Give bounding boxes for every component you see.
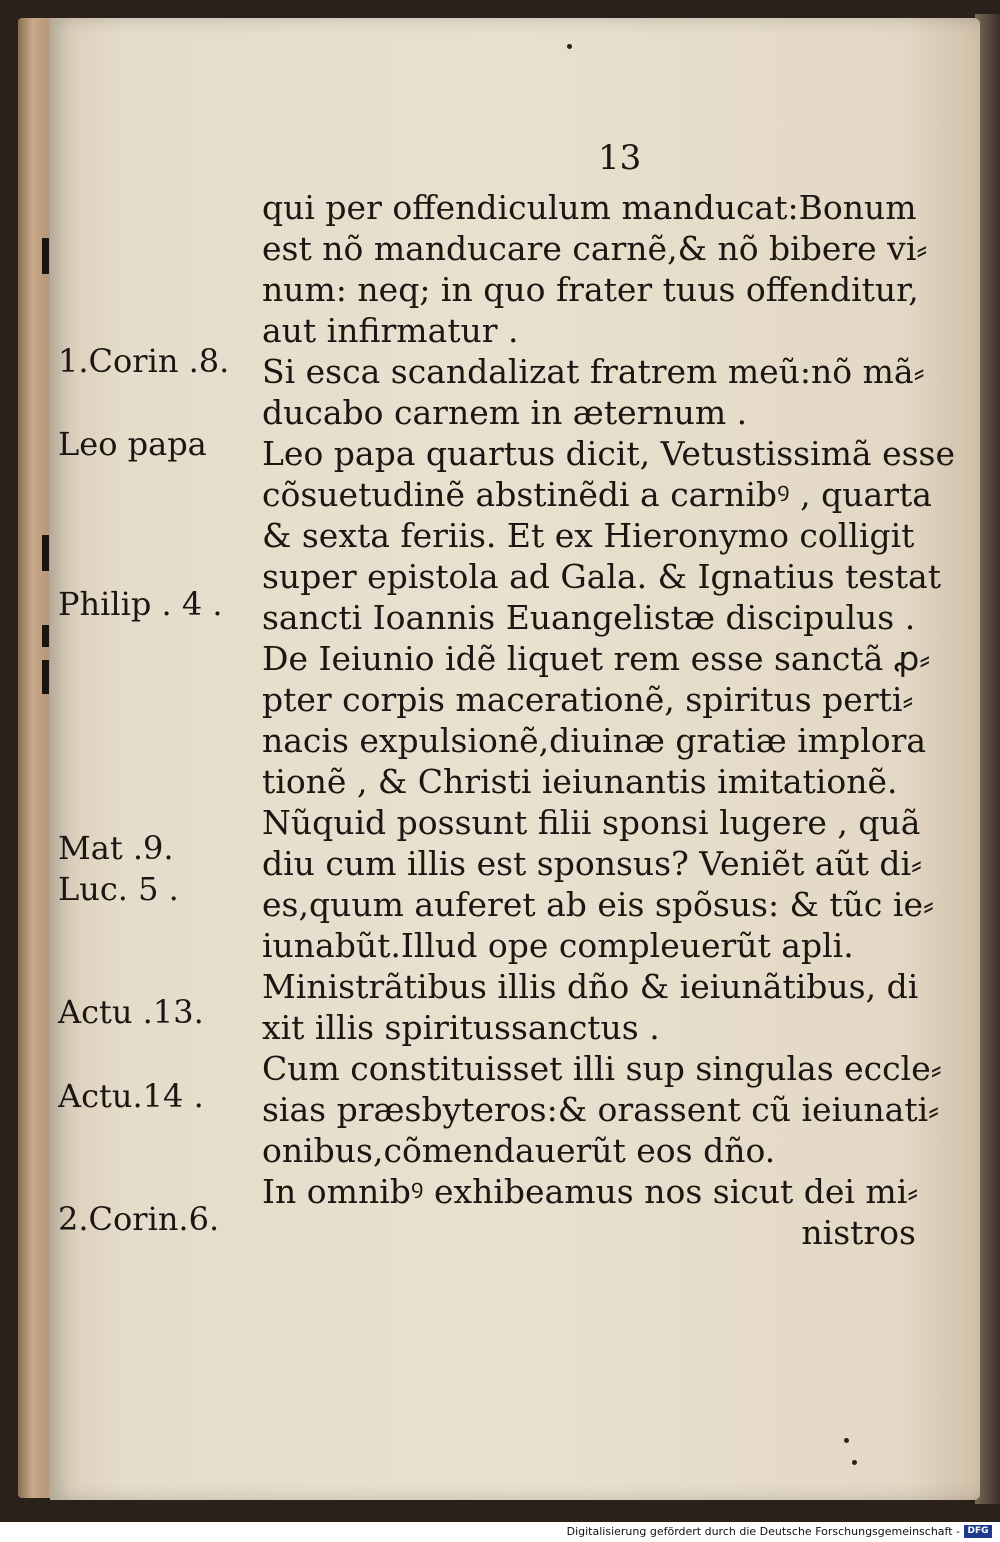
speck <box>567 44 572 49</box>
footer-credit: Digitalisierung gefördert durch die Deutsche Forschungsgemeinschaft - <box>566 1525 960 1538</box>
marginal-note: Luc. 5 . <box>58 870 179 908</box>
text-line: diu cum illis est sponsus? Veniẽt aũt di⸗ <box>262 844 923 883</box>
margin-mark <box>42 625 49 647</box>
margin-mark <box>42 660 49 694</box>
text-line: Nũquid possunt filii sponsi lugere , quã <box>262 803 921 842</box>
text-line: De Ieiunio idẽ liquet rem esse sanctã ꝓ⸗ <box>262 639 931 678</box>
marginal-note: Actu.14 . <box>58 1077 204 1115</box>
marginal-note: Philip . 4 . <box>58 585 223 623</box>
text-line: In omnibꝰ exhibeamus nos sicut dei mi⸗ <box>262 1172 919 1211</box>
text-line: ducabo carnem in æternum . <box>262 393 748 432</box>
text-line: nistros <box>801 1213 916 1252</box>
text-line: est nõ manducare carnẽ,& nõ bibere vi⸗ <box>262 229 928 268</box>
text-line: Ministrãtibus illis dño & ieiunãtibus, di <box>262 967 919 1006</box>
marginal-note: 2.Corin.6. <box>58 1200 220 1238</box>
text-line: cõsuetudinẽ abstinẽdi a carnibꝰ , quarta <box>262 475 932 514</box>
page-number: 13 <box>598 138 642 178</box>
text-line: & sexta feriis. Et ex Hieronymo colligit <box>262 516 915 555</box>
margin-mark <box>42 238 49 274</box>
text-line: iunabũt.Illud ope compleuerũt apli. <box>262 926 854 965</box>
dfg-logo-icon: DFG <box>964 1525 992 1538</box>
text-line: tionẽ , & Christi ieiunantis imitationẽ. <box>262 762 898 801</box>
text-line: Cum constituisset illi sup singulas eccle⸗ <box>262 1049 942 1088</box>
text-line: Si esca scandalizat fratrem meũ:nõ mã⸗ <box>262 352 925 391</box>
text-line: super epistola ad Gala. & Ignatius testat <box>262 557 941 596</box>
text-line: sancti Ioannis Euangelistæ discipulus . <box>262 598 916 637</box>
marginal-note: Leo papa <box>58 425 207 463</box>
marginal-note: 1.Corin .8. <box>58 342 230 380</box>
main-text <box>262 187 956 1253</box>
text-line: pter corpis macerationẽ, spiritus perti⸗ <box>262 680 914 719</box>
marginal-note: Mat .9. <box>58 829 174 867</box>
text-line: onibus,cõmendauerũt eos dño. <box>262 1131 776 1170</box>
text-line: Leo papa quartus dicit, Vetustissimã esse <box>262 434 956 473</box>
text-line: num: neq; in quo frater tuus offenditur, <box>262 270 919 309</box>
footer-bar <box>0 1522 1000 1542</box>
text-line: aut infirmatur . <box>262 311 519 350</box>
speck <box>852 1460 857 1465</box>
text-line: qui per offendiculum manducat:Bonum <box>262 188 917 227</box>
speck <box>844 1438 849 1443</box>
marginal-note: Actu .13. <box>58 993 204 1031</box>
text-line: nacis expulsionẽ,diuinæ gratiæ implora <box>262 721 927 760</box>
margin-mark <box>42 535 49 571</box>
text-line: es,quum auferet ab eis spõsus: & tũc ie⸗ <box>262 885 934 924</box>
text-line: sias præsbyteros:& orassent cũ ieiunati⸗ <box>262 1090 940 1129</box>
text-line: xit illis spiritussanctus . <box>262 1008 660 1047</box>
